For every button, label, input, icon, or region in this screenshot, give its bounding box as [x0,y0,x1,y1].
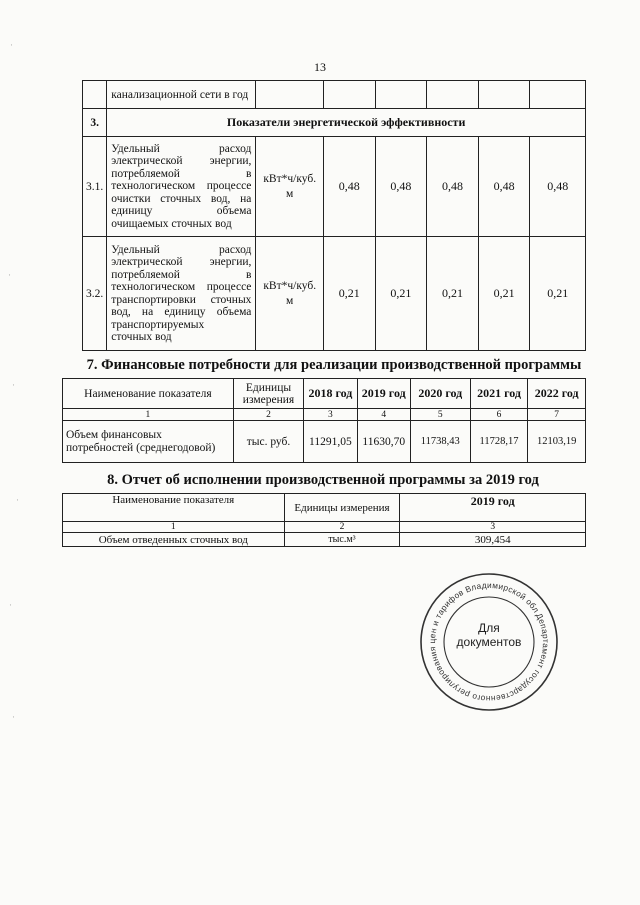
column-header: Единицы измерения [284,494,400,522]
header-row [63,379,586,409]
value-cell: 0,48 [375,137,427,237]
value-cell: 0,48 [427,137,479,237]
desc-line: Удельный расход [111,243,252,256]
column-index: 3 [304,409,357,421]
value-cell: 12103,19 [528,421,586,463]
desc-line: технологическом процессе [111,281,252,293]
desc-line: транспортируемых сточных вод [111,318,205,343]
stamp-line: документов [456,635,522,649]
section-row [83,109,586,137]
row-label: Объем финансовых потребностей (среднегодовой) [63,421,234,463]
header-row [63,494,586,522]
table-row [63,421,586,463]
column-header: Наименование показателя [63,379,234,409]
svg-text:Департамент государственного р: Департамент государственного регулирования цен и тарифов Владимирской обл [426,579,552,705]
value-cell: 11291,05 [304,421,357,463]
column-index: 5 [410,409,470,421]
value-cell: 309,454 [400,533,586,547]
column-header: 2018 год [304,379,357,409]
value-cell: 11738,43 [410,421,470,463]
value-cell: 0,48 [478,137,530,237]
section-7-heading: 7. Финансовые потребности для реализации производственной программы [86,357,582,373]
column-index: 2 [233,409,303,421]
section-8-heading: 8. Отчет об исполнении производственной программы за 2019 год [107,472,539,488]
value-cell: 0,48 [323,137,375,237]
table-row [63,533,586,547]
column-header: 2020 год [410,379,470,409]
row-number: 3.1. [83,137,107,237]
round-stamp [418,571,560,713]
index-row [63,409,586,421]
column-header: Единицы измерения [233,379,303,409]
value-cell: 11728,17 [470,421,528,463]
column-index: 1 [63,409,234,421]
value-cell: 0,21 [427,237,479,351]
index-row [63,522,586,533]
desc-line: потребляемой в [111,167,252,180]
desc-line: единицу объема [111,205,252,218]
column-header: 2019 год [357,379,410,409]
table-row [83,81,586,109]
row-label-text: канализационной сети в год [111,88,249,101]
column-header: 2021 год [470,379,528,409]
financial-needs-table [62,378,586,463]
desc-line: транспортировки сточных [111,293,252,306]
row-label [107,81,256,109]
unit-cell: тыс. руб. [233,421,303,463]
value-cell: 0,21 [375,237,427,351]
column-index: 2 [284,522,400,533]
value-cell: 0,48 [530,137,586,237]
column-index: 1 [63,522,285,533]
column-index: 3 [400,522,586,533]
desc-line: технологическом процессе [111,180,252,193]
value-cell: 11630,70 [357,421,410,463]
table-row [83,237,586,351]
program-report-table [62,493,586,547]
page-number: 13 [314,60,326,74]
row-description [107,237,256,351]
section-title: Показатели энергетической эффективности [107,109,586,137]
value-cell: 0,21 [530,237,586,351]
stamp-line: Для [478,621,500,635]
desc-line: потребляемой в [111,268,252,281]
column-index: 4 [357,409,410,421]
unit-cell: кВт*ч/куб. м [256,237,324,351]
stamp-center-text [418,621,560,649]
row-label: Объем отведенных сточных вод [63,533,285,547]
desc-line: очищаемых сточных вод [111,217,232,230]
column-index: 6 [470,409,528,421]
unit-cell: тыс.м³ [284,533,400,547]
column-index: 7 [528,409,586,421]
column-header: 2022 год [528,379,586,409]
column-header: Наименование показателя [63,494,285,522]
value-cell: 0,21 [478,237,530,351]
desc-line: электрической энергии, [111,155,252,168]
column-header: 2019 год [400,494,586,522]
desc-line: очистки сточных вод, на [111,192,252,205]
desc-line: вод, на единицу объема [111,306,252,318]
row-number: 3.2. [83,237,107,351]
table-row [83,137,586,237]
section-number: 3. [83,109,107,137]
desc-line: Удельный расход [111,142,252,155]
indicators-table [82,80,586,351]
row-description [107,137,256,237]
value-cell: 0,21 [323,237,375,351]
unit-cell: кВт*ч/куб. м [256,137,324,237]
desc-line: электрической энергии, [111,256,252,268]
